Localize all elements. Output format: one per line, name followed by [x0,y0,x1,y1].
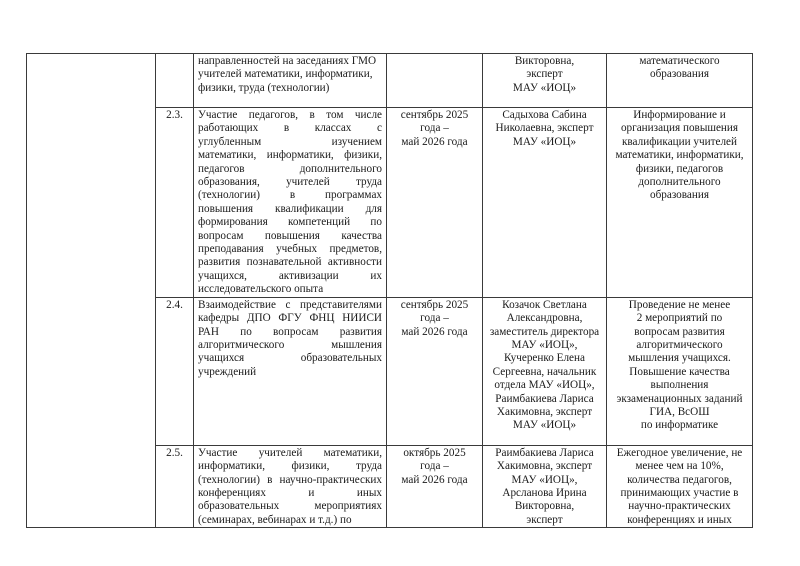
text-line: Сергеевна, начальник [492,365,597,378]
text-line: Ежегодное увеличение, не [616,446,743,459]
text-line: Раимбакиева Лариса [495,392,594,405]
text-line: Садыхова Сабина [502,109,587,121]
text-line: алгоритмического [636,338,723,351]
text-line: учреждений [198,365,257,378]
result-cell [607,54,753,108]
text-line: Информирование и [633,109,726,121]
text-line: Александровна, [506,312,583,325]
text-line: алгоритмического мышления [198,338,382,351]
text-line: выполнения [650,379,709,392]
result-cell [607,445,753,527]
text-line: образовательных мероприятиях [198,500,382,513]
text-line: кафедры ДПО ФГУ ФНЦ НИИСИ [198,312,382,325]
text-line: (технологии) в программах [198,189,382,202]
responsible-cell [483,297,607,445]
deadline-cell [387,445,483,527]
text-line: (семинарах, вебинарах и т.д.) по [198,513,352,526]
text-line: Проведение не менее [628,298,731,311]
text-line: квалификации учителей [621,135,738,148]
text-line: Козачок Светлана [502,298,587,311]
text-line: Раимбакиева Лариса [495,446,594,459]
text-line: математики, информатики, физики, [198,149,382,162]
text-line: конференциях и иных [627,513,732,526]
row-number-cell: 2.5. [156,445,194,527]
text-line: физики, педагогов [635,162,724,175]
text-line: МАУ «ИОЦ», [511,338,578,351]
text-line: (технологии) в научно-практических [198,473,382,486]
activity-cell [194,297,387,445]
result-cell [607,297,753,445]
text-line: заместитель директора [489,325,600,338]
text-line: научно-практических [628,500,731,513]
activity-cell [194,108,387,298]
text-line: формирования компетенций по [198,216,382,229]
text-line: мышления учащихся. [628,352,731,365]
text-line: Участие педагогов, в том числе [198,109,382,121]
text-line: учащихся образовательных [198,352,382,365]
responsible-cell [483,54,607,108]
text-line: МАУ «ИОЦ» [512,419,577,432]
row-number-cell [156,54,194,108]
text-line: математики, информатики, [615,149,744,162]
text-line: Взаимодействие с представителями [198,298,382,311]
text-line: количества педагогов, [627,473,732,486]
text-line: Арсланова Ирина [502,486,587,499]
text-line: направленностей на заседаниях ГМО [198,55,377,67]
text-line: принимающих участие в [620,486,739,499]
activity-cell [194,445,387,527]
text-line: организация повышения [620,122,739,135]
text-line: май 2026 года [401,325,468,338]
text-line: педагогов дополнительного [198,162,382,175]
text-line: май 2026 года [401,473,468,486]
text-line: ГИА, ВсОШ [649,405,710,418]
table-row [27,54,753,108]
text-line: отдела МАУ «ИОЦ», [494,379,595,392]
deadline-cell [387,297,483,445]
text-line: вопросам повышения качества [198,229,382,242]
activity-cell [194,54,387,108]
text-line: май 2026 года [401,135,468,148]
text-line: развития познавательной активности [198,256,382,269]
text-line: РАН по вопросам развития [198,325,382,338]
text-line: конференциях и иных [198,486,382,499]
responsible-cell [483,445,607,527]
text-line: года – [420,312,449,325]
text-line: вопросам развития [634,325,725,338]
text-line: эксперт [526,68,563,81]
text-line: образования [649,68,709,81]
text-line: Хакимовна, эксперт [496,405,593,418]
text-line: повышения квалификации для [198,202,382,215]
text-line: МАУ «ИОЦ» [512,135,577,148]
text-line: преподавания учебных предметов, [198,243,382,256]
text-line: года – [420,122,449,135]
text-line: Викторовна, [514,500,575,513]
text-line: МАУ «ИОЦ», [511,473,578,486]
text-line: работающих в классах с [198,122,382,135]
row-number-cell: 2.4. [156,297,194,445]
text-line: углубленным изучением [198,135,382,148]
text-line: 2 мероприятий по [636,312,723,325]
text-line: информатики, физики, труда [198,460,382,473]
result-cell [607,108,753,298]
responsible-cell [483,108,607,298]
text-line: учителей математики, информатики, [198,68,373,81]
text-line: учащихся, активизации их [198,269,382,282]
text-line: сентябрь 2025 [400,298,469,311]
text-line: Повышение качества [629,365,730,378]
text-line: года – [420,460,449,473]
section-cell-empty [27,54,156,528]
text-line: экзаменационных заданий [616,392,743,405]
deadline-cell [387,54,483,108]
deadline-cell [387,108,483,298]
text-line: эксперт [526,513,563,526]
text-line: образования [649,189,709,202]
text-line: физики, труда (технологии) [198,81,330,94]
row-number-cell: 2.3. [156,108,194,298]
text-line: менее чем на 10%, [635,460,724,473]
text-line: образования, учителей труда [198,176,382,189]
text-line: Хакимовна, эксперт [496,460,593,473]
text-line: Викторовна, [514,55,575,67]
text-line: сентябрь 2025 [400,109,469,121]
text-line: по информатике [640,419,719,432]
plan-table [26,53,753,528]
text-line: Участие учителей математики, [198,446,382,459]
text-line: дополнительного [638,176,721,189]
text-line: Кучеренко Елена [504,352,585,365]
text-line: исследовательского опыта [198,283,324,296]
text-line: МАУ «ИОЦ» [512,81,577,94]
text-line: математического [639,55,720,67]
text-line: октябрь 2025 [403,446,466,459]
text-line: Николаевна, эксперт [495,122,594,135]
